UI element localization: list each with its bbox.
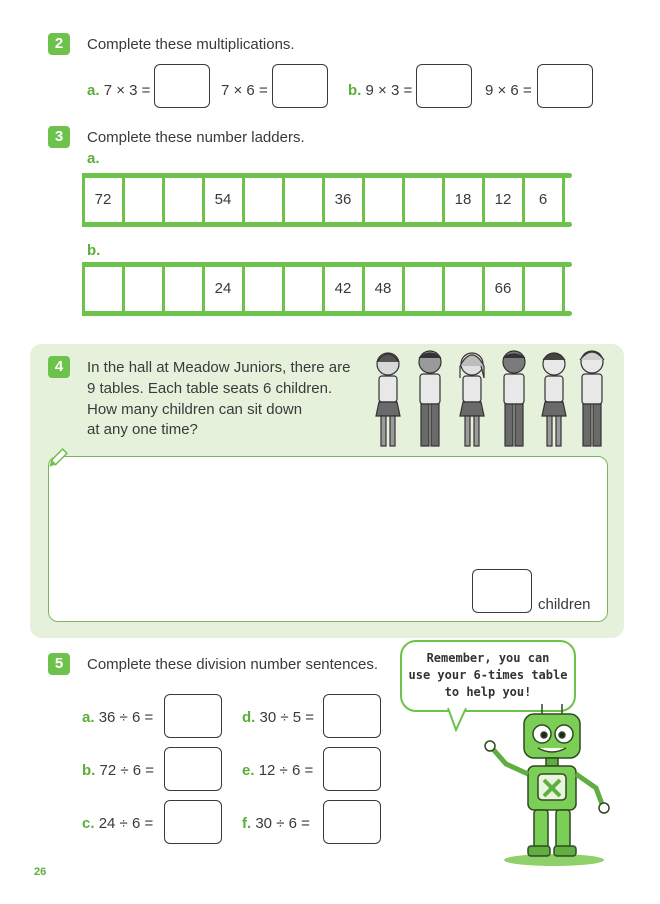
number-ladder-a — [82, 173, 572, 229]
ladder-rail-top — [82, 173, 572, 178]
q5-item-e — [242, 762, 313, 779]
ladder-rung — [522, 262, 525, 316]
answer-box-q2-1[interactable] — [154, 64, 210, 108]
q5-item-b — [82, 762, 154, 779]
ladder-rung — [402, 262, 405, 316]
children-illustration — [370, 344, 610, 454]
q4-line-4: at any one time? — [87, 421, 198, 438]
q5-item-f — [242, 815, 310, 832]
ladder-rail-bottom — [82, 311, 572, 316]
answer-box-q5-c[interactable] — [164, 800, 222, 844]
ladder-rung — [162, 262, 165, 316]
q5-letter-b: b. — [82, 762, 96, 779]
answer-box-q5-b[interactable] — [164, 747, 222, 791]
ladder-cell: 72 — [94, 191, 112, 208]
answer-box-q2-3[interactable] — [416, 64, 472, 108]
ladder-cell: 12 — [494, 191, 512, 208]
q2-expr-b2: 9 × 6 = — [485, 82, 532, 99]
ladder-rung — [242, 262, 245, 316]
ladder-rung — [562, 262, 565, 316]
q2-item-a2 — [221, 82, 268, 99]
answer-box-q5-f[interactable] — [323, 800, 381, 844]
ladder-cell: 48 — [374, 280, 392, 297]
ladder-rung — [362, 173, 365, 227]
question-number-5: 5 — [48, 653, 70, 675]
ladder-rung — [122, 262, 125, 316]
q5-item-a — [82, 709, 153, 726]
q2-expr-b: 9 × 3 = — [365, 82, 413, 99]
q5-letter-e: e. — [242, 762, 255, 779]
q5-expr-a: 36 ÷ 6 = — [98, 709, 154, 726]
answer-box-q4[interactable] — [472, 569, 532, 613]
ladder-rung — [162, 173, 165, 227]
ladder-a-label: a. — [87, 150, 100, 167]
ladder-cell: 24 — [214, 280, 232, 297]
ladder-cell: 42 — [334, 280, 352, 297]
q2-letter-a: a. — [87, 82, 100, 99]
q5-letter-f: f. — [242, 815, 252, 832]
q3-prompt: Complete these number ladders. — [87, 129, 305, 146]
q5-item-c — [82, 815, 153, 832]
q2-expr-a: 7 × 3 = — [103, 82, 151, 99]
answer-box-q5-d[interactable] — [323, 694, 381, 738]
ladder-cell: 66 — [494, 280, 512, 297]
answer-box-q2-2[interactable] — [272, 64, 328, 108]
ladder-rung — [242, 173, 245, 227]
ladder-rung — [282, 262, 285, 316]
q4-line-3: How many children can sit down — [87, 401, 303, 418]
answer-box-q5-a[interactable] — [164, 694, 222, 738]
answer-box-q5-e[interactable] — [323, 747, 381, 791]
ladder-cell: 18 — [454, 191, 472, 208]
ladder-rail-bottom — [82, 222, 572, 227]
question-number-3: 3 — [48, 126, 70, 148]
ladder-b-label: b. — [87, 242, 101, 259]
ladder-rung — [562, 173, 565, 227]
bubble-line-1: Remember, you can — [426, 651, 550, 665]
page-number: 26 — [34, 866, 47, 878]
q2-expr-a2: 7 × 6 = — [221, 82, 268, 99]
q5-expr-d: 30 ÷ 5 = — [259, 709, 315, 726]
q5-letter-a: a. — [82, 709, 95, 726]
q5-expr-b: 72 ÷ 6 = — [99, 762, 155, 779]
question-number-2: 2 — [48, 33, 70, 55]
q2-letter-b: b. — [348, 82, 362, 99]
q5-letter-c: c. — [82, 815, 95, 832]
q5-expr-f: 30 ÷ 6 = — [255, 815, 310, 832]
ladder-cell: 54 — [214, 191, 232, 208]
q5-item-d — [242, 709, 314, 726]
number-ladder-b — [82, 262, 572, 318]
pencil-icon — [44, 446, 70, 472]
q2-prompt: Complete these multiplications. — [87, 36, 295, 53]
answer-box-q2-4[interactable] — [537, 64, 593, 108]
q5-expr-e: 12 ÷ 6 = — [258, 762, 314, 779]
ladder-cell: 36 — [334, 191, 352, 208]
ladder-rung — [402, 173, 405, 227]
bubble-tail — [446, 706, 470, 732]
ladder-rail-top — [82, 262, 572, 267]
ladder-cell: 6 — [538, 191, 548, 208]
bubble-line-3: to help you! — [444, 685, 532, 699]
q4-line-2: 9 tables. Each table seats 6 children. — [87, 380, 333, 397]
q4-line-1: In the hall at Meadow Juniors, there are — [87, 359, 351, 376]
ladder-rung — [442, 262, 445, 316]
ladder-rung — [82, 262, 85, 316]
q5-prompt: Complete these division number sentences. — [87, 656, 378, 673]
ladder-rung — [122, 173, 125, 227]
q2-item-b — [348, 82, 412, 99]
bubble-line-2: use your 6-times table — [408, 668, 568, 682]
question-number-4: 4 — [48, 356, 70, 378]
robot-illustration — [472, 700, 632, 868]
answer-unit: children — [538, 596, 591, 613]
ladder-rung — [282, 173, 285, 227]
q2-item-b2 — [485, 82, 532, 99]
q2-item-a — [87, 82, 150, 99]
q5-expr-c: 24 ÷ 6 = — [98, 815, 154, 832]
q5-letter-d: d. — [242, 709, 256, 726]
